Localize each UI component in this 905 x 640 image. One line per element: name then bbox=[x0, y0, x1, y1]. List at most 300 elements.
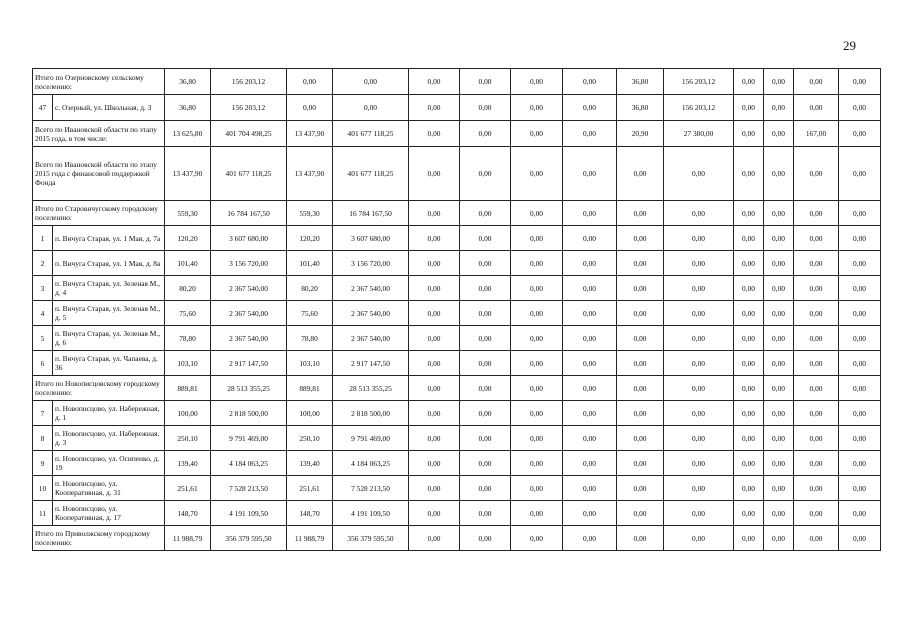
table-cell: 0,00 bbox=[839, 276, 881, 301]
table-cell: 401 677 118,25 bbox=[211, 147, 287, 201]
table-cell: 2 367 540,00 bbox=[333, 276, 409, 301]
row-number: 4 bbox=[33, 301, 53, 326]
table-cell: 156 203,12 bbox=[211, 95, 287, 121]
table-cell: 0,00 bbox=[664, 251, 734, 276]
table-cell: 0,00 bbox=[460, 201, 511, 226]
table-cell: 75,60 bbox=[287, 301, 333, 326]
table-cell: 0,00 bbox=[734, 301, 764, 326]
table-cell: 401 677 118,25 bbox=[333, 147, 409, 201]
table-cell: 0,00 bbox=[617, 476, 664, 501]
table-cell: 0,00 bbox=[839, 326, 881, 351]
table-cell: 0,00 bbox=[839, 451, 881, 476]
table-cell: 0,00 bbox=[563, 147, 617, 201]
row-number: 7 bbox=[33, 401, 53, 426]
table-cell: 0,00 bbox=[409, 326, 460, 351]
table-cell: 0,00 bbox=[563, 426, 617, 451]
table-cell: 251,61 bbox=[165, 476, 211, 501]
table-cell: 0,00 bbox=[794, 226, 839, 251]
table-cell: 0,00 bbox=[563, 401, 617, 426]
table-cell: 0,00 bbox=[839, 226, 881, 251]
table-cell: 250,10 bbox=[287, 426, 333, 451]
table-cell: 0,00 bbox=[511, 69, 563, 95]
table-cell: 0,00 bbox=[664, 201, 734, 226]
table-cell: 0,00 bbox=[563, 301, 617, 326]
table-cell: 0,00 bbox=[460, 226, 511, 251]
table-cell: 13 625,80 bbox=[165, 121, 211, 147]
table-cell: 0,00 bbox=[764, 201, 794, 226]
table-cell: 0,00 bbox=[664, 351, 734, 376]
row-total-label: Итого по Озерновскому сельскому поселению: bbox=[33, 69, 165, 95]
row-address: п. Вичуга Старая, ул. 1 Мая, д. 7а bbox=[53, 226, 165, 251]
table-cell: 0,00 bbox=[563, 376, 617, 401]
table-cell: 0,00 bbox=[839, 476, 881, 501]
table-cell: 401 677 118,25 bbox=[333, 121, 409, 147]
table-cell: 0,00 bbox=[460, 451, 511, 476]
row-number: 9 bbox=[33, 451, 53, 476]
table-row bbox=[33, 401, 881, 426]
table-cell: 0,00 bbox=[794, 376, 839, 401]
table-cell: 0,00 bbox=[460, 276, 511, 301]
table-cell: 250,10 bbox=[165, 426, 211, 451]
row-address: п. Вичуга Старая, ул. Зеленая М., д. 6 bbox=[53, 326, 165, 351]
table-cell: 2 367 540,00 bbox=[333, 326, 409, 351]
table-row bbox=[33, 301, 881, 326]
table-cell: 0,00 bbox=[764, 451, 794, 476]
table-cell: 2 917 147,50 bbox=[333, 351, 409, 376]
table-cell: 251,61 bbox=[287, 476, 333, 501]
table-cell: 0,00 bbox=[617, 201, 664, 226]
table-cell: 0,00 bbox=[734, 476, 764, 501]
table-cell: 0,00 bbox=[664, 301, 734, 326]
table-row bbox=[33, 526, 881, 551]
row-address: п. Вичуга Старая, ул. 1 Мая, д. 8а bbox=[53, 251, 165, 276]
table-cell: 0,00 bbox=[734, 69, 764, 95]
table-cell: 0,00 bbox=[734, 401, 764, 426]
table-row bbox=[33, 95, 881, 121]
row-address: п. Новописцово, ул. Набережная, д. 3 bbox=[53, 426, 165, 451]
table-cell: 0,00 bbox=[664, 226, 734, 251]
table-cell: 0,00 bbox=[460, 251, 511, 276]
row-address: с. Озерный, ул. Школьная, д. 3 bbox=[53, 95, 165, 121]
row-total-label: Итого по Новописцовскому городскому поселению: bbox=[33, 376, 165, 401]
table-cell: 0,00 bbox=[617, 301, 664, 326]
table-cell: 0,00 bbox=[839, 426, 881, 451]
table-cell: 889,81 bbox=[165, 376, 211, 401]
table-cell: 0,00 bbox=[563, 251, 617, 276]
row-address: п. Новописцово, ул. Кооперативная, д. 17 bbox=[53, 501, 165, 526]
table-cell: 11 988,79 bbox=[165, 526, 211, 551]
row-total-label: Итого по Приволжскому городскому поселению: bbox=[33, 526, 165, 551]
table-row bbox=[33, 351, 881, 376]
table-cell: 0,00 bbox=[409, 276, 460, 301]
table-cell: 3 156 720,00 bbox=[333, 251, 409, 276]
table-cell: 27 380,00 bbox=[664, 121, 734, 147]
table-cell: 4 184 063,25 bbox=[211, 451, 287, 476]
table-cell: 0,00 bbox=[839, 526, 881, 551]
table-cell: 2 818 500,00 bbox=[211, 401, 287, 426]
table-cell: 36,80 bbox=[165, 95, 211, 121]
table-cell: 148,70 bbox=[287, 501, 333, 526]
table-row bbox=[33, 326, 881, 351]
table-cell: 0,00 bbox=[617, 326, 664, 351]
table-cell: 0,00 bbox=[794, 501, 839, 526]
table-cell: 0,00 bbox=[794, 69, 839, 95]
table-cell: 0,00 bbox=[664, 401, 734, 426]
row-total-label: Итого по Старовичугскому городскому поселению: bbox=[33, 201, 165, 226]
table-cell: 0,00 bbox=[511, 376, 563, 401]
row-total-label: Всего по Ивановской области по этапу 2015 года с финансовой поддержкой Фонда bbox=[33, 147, 165, 201]
table-cell: 0,00 bbox=[794, 276, 839, 301]
table-cell: 0,00 bbox=[511, 95, 563, 121]
table-cell: 167,00 bbox=[794, 121, 839, 147]
table-cell: 139,40 bbox=[165, 451, 211, 476]
table-cell: 3 607 680,00 bbox=[333, 226, 409, 251]
table-cell: 0,00 bbox=[794, 401, 839, 426]
table-cell: 0,00 bbox=[734, 121, 764, 147]
table-cell: 0,00 bbox=[460, 476, 511, 501]
table-cell: 2 367 540,00 bbox=[333, 301, 409, 326]
table-cell: 0,00 bbox=[764, 226, 794, 251]
table-cell: 0,00 bbox=[664, 501, 734, 526]
table-cell: 36,80 bbox=[165, 69, 211, 95]
table-cell: 0,00 bbox=[839, 95, 881, 121]
table-cell: 0,00 bbox=[460, 376, 511, 401]
table-cell: 0,00 bbox=[460, 351, 511, 376]
table-cell: 0,00 bbox=[839, 376, 881, 401]
table-cell: 0,00 bbox=[617, 401, 664, 426]
table-row bbox=[33, 276, 881, 301]
table-cell: 0,00 bbox=[839, 401, 881, 426]
table-row bbox=[33, 69, 881, 95]
table-cell: 0,00 bbox=[511, 501, 563, 526]
table-cell: 0,00 bbox=[333, 69, 409, 95]
housing-program-table bbox=[32, 68, 881, 551]
row-number: 11 bbox=[33, 501, 53, 526]
table-cell: 0,00 bbox=[764, 351, 794, 376]
table-cell: 0,00 bbox=[563, 95, 617, 121]
table-cell: 4 191 109,50 bbox=[333, 501, 409, 526]
row-address: п. Новописцово, ул. Осипенко, д. 19 bbox=[53, 451, 165, 476]
table-cell: 0,00 bbox=[617, 526, 664, 551]
table-cell: 0,00 bbox=[409, 351, 460, 376]
table-cell: 2 367 540,00 bbox=[211, 276, 287, 301]
table-row bbox=[33, 121, 881, 147]
table-cell: 75,60 bbox=[165, 301, 211, 326]
table-cell: 80,20 bbox=[165, 276, 211, 301]
table-cell: 0,00 bbox=[409, 226, 460, 251]
table-cell: 0,00 bbox=[617, 451, 664, 476]
table-cell: 0,00 bbox=[839, 301, 881, 326]
table-row bbox=[33, 501, 881, 526]
table-cell: 0,00 bbox=[617, 376, 664, 401]
table-cell: 0,00 bbox=[409, 501, 460, 526]
table-cell: 0,00 bbox=[764, 476, 794, 501]
row-address: п. Вичуга Старая, ул. Зеленая М., д. 4 bbox=[53, 276, 165, 301]
table-cell: 0,00 bbox=[764, 69, 794, 95]
table-cell: 0,00 bbox=[664, 476, 734, 501]
table-cell: 0,00 bbox=[764, 501, 794, 526]
table-cell: 0,00 bbox=[511, 121, 563, 147]
page-number: 29 bbox=[843, 38, 856, 53]
table-cell: 3 156 720,00 bbox=[211, 251, 287, 276]
table-cell: 4 191 109,50 bbox=[211, 501, 287, 526]
table-cell: 36,80 bbox=[617, 69, 664, 95]
table-cell: 0,00 bbox=[794, 526, 839, 551]
table-row bbox=[33, 201, 881, 226]
table-cell: 0,00 bbox=[409, 451, 460, 476]
table-cell: 0,00 bbox=[563, 476, 617, 501]
table-body bbox=[33, 69, 881, 551]
table-cell: 0,00 bbox=[460, 147, 511, 201]
table-cell: 0,00 bbox=[563, 69, 617, 95]
table-cell: 0,00 bbox=[563, 526, 617, 551]
table-cell: 0,00 bbox=[563, 201, 617, 226]
table-cell: 0,00 bbox=[794, 476, 839, 501]
table-cell: 120,20 bbox=[165, 226, 211, 251]
table-cell: 0,00 bbox=[764, 301, 794, 326]
table-cell: 0,00 bbox=[563, 451, 617, 476]
table-cell: 0,00 bbox=[287, 95, 333, 121]
row-number: 1 bbox=[33, 226, 53, 251]
table-cell: 11 988,79 bbox=[287, 526, 333, 551]
table-cell: 0,00 bbox=[511, 301, 563, 326]
table-cell: 80,20 bbox=[287, 276, 333, 301]
table-cell: 0,00 bbox=[563, 226, 617, 251]
table-cell: 0,00 bbox=[460, 301, 511, 326]
table-cell: 0,00 bbox=[511, 147, 563, 201]
table-cell: 0,00 bbox=[794, 95, 839, 121]
table-cell: 139,40 bbox=[287, 451, 333, 476]
table-cell: 9 791 469,00 bbox=[333, 426, 409, 451]
table-cell: 4 184 063,25 bbox=[333, 451, 409, 476]
row-number: 5 bbox=[33, 326, 53, 351]
table-cell: 0,00 bbox=[664, 376, 734, 401]
table-cell: 0,00 bbox=[734, 351, 764, 376]
table-cell: 0,00 bbox=[617, 147, 664, 201]
table-cell: 20,90 bbox=[617, 121, 664, 147]
table-cell: 0,00 bbox=[664, 451, 734, 476]
table-cell: 0,00 bbox=[764, 95, 794, 121]
table-cell: 148,70 bbox=[165, 501, 211, 526]
table-cell: 0,00 bbox=[764, 326, 794, 351]
table-cell: 0,00 bbox=[409, 121, 460, 147]
table-cell: 2 367 540,00 bbox=[211, 326, 287, 351]
table-cell: 0,00 bbox=[664, 326, 734, 351]
table-cell: 28 513 355,25 bbox=[211, 376, 287, 401]
table-cell: 0,00 bbox=[839, 201, 881, 226]
table-cell: 0,00 bbox=[460, 401, 511, 426]
table-cell: 0,00 bbox=[617, 226, 664, 251]
table-cell: 0,00 bbox=[764, 121, 794, 147]
table-cell: 0,00 bbox=[460, 526, 511, 551]
table-cell: 0,00 bbox=[563, 501, 617, 526]
table-cell: 0,00 bbox=[734, 451, 764, 476]
table-row bbox=[33, 226, 881, 251]
table-cell: 2 818 500,00 bbox=[333, 401, 409, 426]
table-cell: 0,00 bbox=[617, 251, 664, 276]
row-number: 6 bbox=[33, 351, 53, 376]
table-cell: 0,00 bbox=[563, 276, 617, 301]
table-cell: 28 513 355,25 bbox=[333, 376, 409, 401]
table-cell: 0,00 bbox=[839, 501, 881, 526]
table-cell: 16 784 167,50 bbox=[333, 201, 409, 226]
table-cell: 889,81 bbox=[287, 376, 333, 401]
table-cell: 0,00 bbox=[511, 351, 563, 376]
table-cell: 2 367 540,00 bbox=[211, 301, 287, 326]
table-cell: 9 791 469,00 bbox=[211, 426, 287, 451]
table-cell: 0,00 bbox=[617, 426, 664, 451]
table-cell: 0,00 bbox=[734, 526, 764, 551]
table-cell: 0,00 bbox=[409, 301, 460, 326]
table-row bbox=[33, 376, 881, 401]
table-cell: 13 437,90 bbox=[287, 121, 333, 147]
table-cell: 0,00 bbox=[794, 301, 839, 326]
table-cell: 0,00 bbox=[794, 426, 839, 451]
table-cell: 0,00 bbox=[764, 401, 794, 426]
table-cell: 0,00 bbox=[794, 251, 839, 276]
table-cell: 0,00 bbox=[511, 476, 563, 501]
table-cell: 156 203,12 bbox=[211, 69, 287, 95]
table-cell: 0,00 bbox=[794, 201, 839, 226]
table-cell: 0,00 bbox=[460, 426, 511, 451]
row-number: 10 bbox=[33, 476, 53, 501]
table-cell: 0,00 bbox=[734, 376, 764, 401]
table-cell: 0,00 bbox=[664, 147, 734, 201]
table-cell: 0,00 bbox=[839, 121, 881, 147]
table-cell: 103,10 bbox=[165, 351, 211, 376]
table-cell: 0,00 bbox=[409, 69, 460, 95]
table-cell: 0,00 bbox=[511, 426, 563, 451]
table-cell: 0,00 bbox=[839, 147, 881, 201]
table-cell: 0,00 bbox=[734, 426, 764, 451]
table-cell: 0,00 bbox=[511, 401, 563, 426]
table-cell: 0,00 bbox=[460, 326, 511, 351]
table-cell: 0,00 bbox=[664, 276, 734, 301]
row-address: п. Вичуга Старая, ул. Чапаева, д. 36 bbox=[53, 351, 165, 376]
table-cell: 356 379 595,50 bbox=[211, 526, 287, 551]
table-cell: 0,00 bbox=[617, 276, 664, 301]
table-cell: 0,00 bbox=[409, 401, 460, 426]
table-cell: 356 379 595,50 bbox=[333, 526, 409, 551]
table-cell: 0,00 bbox=[409, 201, 460, 226]
table-cell: 0,00 bbox=[460, 501, 511, 526]
table-cell: 156 203,12 bbox=[664, 69, 734, 95]
table-cell: 7 528 213,50 bbox=[211, 476, 287, 501]
table-cell: 0,00 bbox=[839, 69, 881, 95]
table-cell: 78,80 bbox=[165, 326, 211, 351]
table-cell: 0,00 bbox=[409, 526, 460, 551]
table-cell: 78,80 bbox=[287, 326, 333, 351]
table-cell: 103,10 bbox=[287, 351, 333, 376]
table-cell: 0,00 bbox=[563, 351, 617, 376]
table-cell: 0,00 bbox=[764, 526, 794, 551]
table-cell: 13 437,90 bbox=[287, 147, 333, 201]
table-cell: 0,00 bbox=[734, 276, 764, 301]
table-cell: 0,00 bbox=[563, 121, 617, 147]
table-cell: 559,30 bbox=[165, 201, 211, 226]
table-cell: 3 607 680,00 bbox=[211, 226, 287, 251]
table-cell: 0,00 bbox=[764, 376, 794, 401]
table-cell: 0,00 bbox=[794, 451, 839, 476]
row-address: п. Новописцово, ул. Набережная, д. 1 bbox=[53, 401, 165, 426]
table-row bbox=[33, 426, 881, 451]
table-cell: 36,80 bbox=[617, 95, 664, 121]
table-cell: 0,00 bbox=[511, 201, 563, 226]
row-number: 2 bbox=[33, 251, 53, 276]
table-cell: 0,00 bbox=[839, 251, 881, 276]
table-cell: 101,40 bbox=[165, 251, 211, 276]
row-number: 47 bbox=[33, 95, 53, 121]
table-cell: 0,00 bbox=[764, 147, 794, 201]
table-cell: 0,00 bbox=[409, 95, 460, 121]
table-cell: 120,20 bbox=[287, 226, 333, 251]
row-total-label: Всего по Ивановской области по этапу 2015 года, в том числе: bbox=[33, 121, 165, 147]
table-cell: 156 203,12 bbox=[664, 95, 734, 121]
table-cell: 0,00 bbox=[664, 426, 734, 451]
table-cell: 0,00 bbox=[511, 276, 563, 301]
table-cell: 0,00 bbox=[409, 376, 460, 401]
table-cell: 0,00 bbox=[794, 326, 839, 351]
table-cell: 559,30 bbox=[287, 201, 333, 226]
table-cell: 0,00 bbox=[511, 526, 563, 551]
table-cell: 0,00 bbox=[287, 69, 333, 95]
table-cell: 7 528 213,50 bbox=[333, 476, 409, 501]
table-cell: 100,00 bbox=[287, 401, 333, 426]
table-cell: 0,00 bbox=[409, 476, 460, 501]
table-cell: 0,00 bbox=[734, 95, 764, 121]
table-cell: 0,00 bbox=[511, 226, 563, 251]
row-address: п. Новописцово, ул. Кооперативная, д. 31 bbox=[53, 476, 165, 501]
table-cell: 0,00 bbox=[734, 201, 764, 226]
table-row bbox=[33, 251, 881, 276]
table-cell: 0,00 bbox=[794, 147, 839, 201]
row-number: 3 bbox=[33, 276, 53, 301]
table-cell: 0,00 bbox=[734, 326, 764, 351]
table-cell: 2 917 147,50 bbox=[211, 351, 287, 376]
table-cell: 100,00 bbox=[165, 401, 211, 426]
table-cell: 0,00 bbox=[460, 121, 511, 147]
table-cell: 401 704 498,25 bbox=[211, 121, 287, 147]
table-cell: 0,00 bbox=[617, 501, 664, 526]
table-cell: 0,00 bbox=[734, 147, 764, 201]
table-cell: 0,00 bbox=[511, 451, 563, 476]
table-cell: 0,00 bbox=[764, 426, 794, 451]
table-cell: 0,00 bbox=[460, 95, 511, 121]
table-cell: 0,00 bbox=[734, 251, 764, 276]
table-cell: 0,00 bbox=[734, 501, 764, 526]
table-cell: 101,40 bbox=[287, 251, 333, 276]
table-cell: 0,00 bbox=[333, 95, 409, 121]
table-cell: 0,00 bbox=[409, 147, 460, 201]
table-row bbox=[33, 147, 881, 201]
table-cell: 0,00 bbox=[734, 226, 764, 251]
table-cell: 0,00 bbox=[409, 426, 460, 451]
table-cell: 0,00 bbox=[839, 351, 881, 376]
table-cell: 0,00 bbox=[511, 251, 563, 276]
table-cell: 0,00 bbox=[764, 251, 794, 276]
table-cell: 0,00 bbox=[563, 326, 617, 351]
table-row bbox=[33, 476, 881, 501]
table-cell: 0,00 bbox=[511, 326, 563, 351]
table-cell: 0,00 bbox=[794, 351, 839, 376]
table-cell: 0,00 bbox=[617, 351, 664, 376]
row-number: 8 bbox=[33, 426, 53, 451]
table-cell: 13 437,90 bbox=[165, 147, 211, 201]
table-cell: 0,00 bbox=[409, 251, 460, 276]
table-row bbox=[33, 451, 881, 476]
row-address: п. Вичуга Старая, ул. Зеленая М., д. 5 bbox=[53, 301, 165, 326]
table-cell: 16 784 167,50 bbox=[211, 201, 287, 226]
